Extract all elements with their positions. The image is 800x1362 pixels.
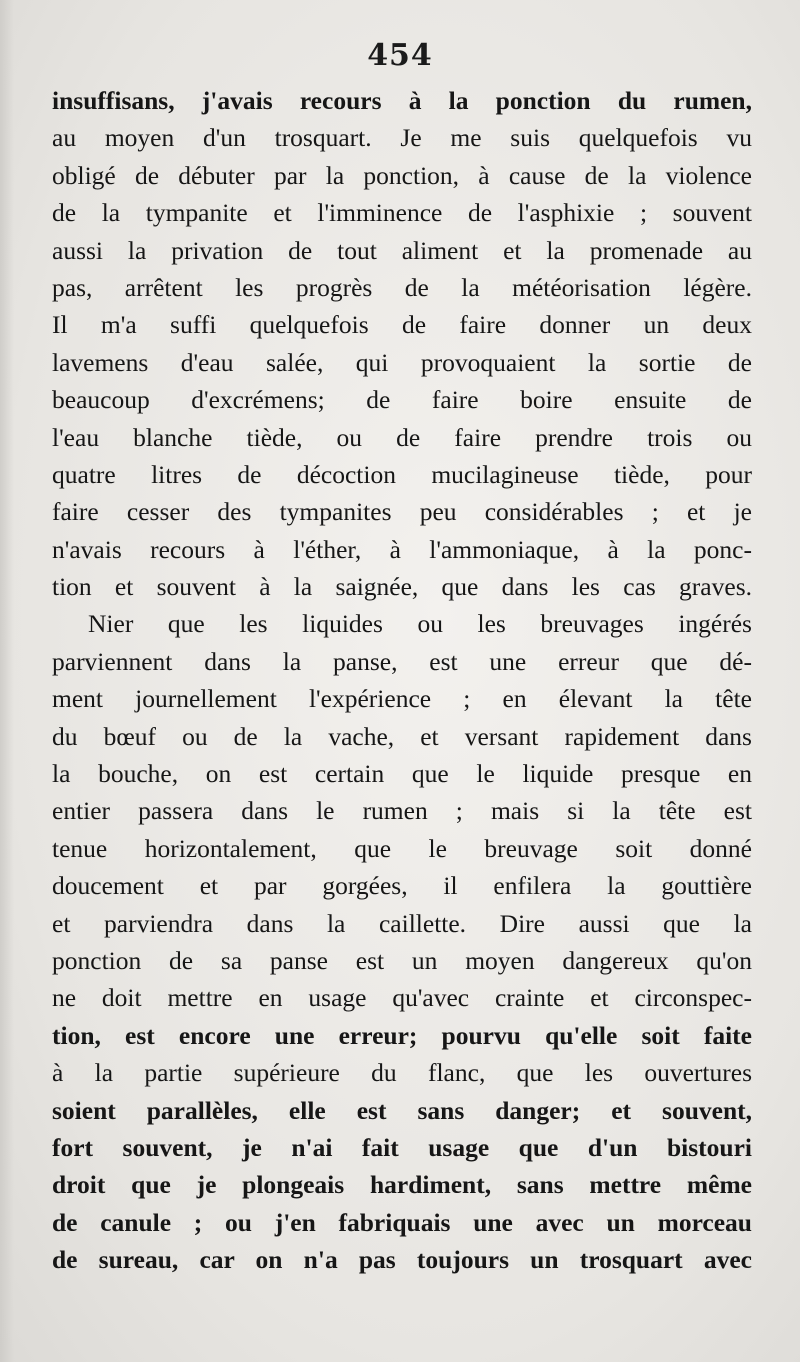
body-text (52, 82, 752, 1279)
text-line: à la partie supérieure du flanc, que les ouvertures (52, 1058, 752, 1088)
text-line: la bouche, on est certain que le liquide presque en (52, 759, 752, 789)
text-line: entier passera dans le rumen ; mais si la tête est (52, 796, 752, 826)
text-line: tion, est encore une erreur; pourvu qu'elle soit faite (52, 1020, 752, 1050)
text-line: de la tympanite et l'imminence de l'asphixie ; souvent (52, 198, 752, 228)
text-line: parviennent dans la panse, est une erreur que dé- (52, 646, 752, 676)
text-line: tion et souvent à la saignée, que dans les cas graves. (52, 572, 752, 602)
text-line: du bœuf ou de la vache, et versant rapidement dans (52, 721, 752, 751)
text-line: ponction de sa panse est un moyen dangereux qu'on (52, 945, 752, 975)
text-line: l'eau blanche tiède, ou de faire prendre trois ou (52, 422, 752, 452)
text-line: de canule ; ou j'en fabriquais une avec un morceau (52, 1207, 752, 1237)
text-line: au moyen d'un trosquart. Je me suis quelquefois vu (52, 123, 752, 153)
text-line: faire cesser des tympanites peu considérables ; et je (52, 497, 752, 527)
text-line: n'avais recours à l'éther, à l'ammoniaque, à la ponc- (52, 534, 752, 564)
text-line: lavemens d'eau salée, qui provoquaient la sortie de (52, 347, 752, 377)
text-line: ment journellement l'expérience ; en élevant la tête (52, 684, 752, 714)
text-line: Nier que les liquides ou les breuvages ingérés (88, 609, 752, 639)
text-line: Il m'a suffi quelquefois de faire donner un deux (52, 310, 752, 340)
text-line: ne doit mettre en usage qu'avec crainte et circonspec- (52, 983, 752, 1013)
page-edge-shadow (0, 0, 14, 1362)
text-line: insuffisans, j'avais recours à la ponction du rumen, (52, 86, 752, 115)
text-line: droit que je plongeais hardiment, sans mettre même (52, 1170, 752, 1200)
text-line: quatre litres de décoction mucilagineuse tiède, pour (52, 459, 752, 489)
text-line: pas, arrêtent les progrès de la météorisation légère. (52, 272, 752, 302)
text-line: obligé de débuter par la ponction, à cause de la violence (52, 160, 752, 190)
text-line: et parviendra dans la caillette. Dire aussi que la (52, 908, 752, 938)
page-number: 454 (367, 38, 433, 73)
text-line: tenue horizontalement, que le breuvage soit donné (52, 833, 752, 863)
text-line: doucement et par gorgées, il enfilera la gouttière (52, 871, 752, 901)
text-line: de sureau, car on n'a pas toujours un trosquart avec (52, 1245, 752, 1275)
text-line: soient parallèles, elle est sans danger; et souvent, (52, 1095, 752, 1125)
text-line: fort souvent, je n'ai fait usage que d'un bistouri (52, 1132, 752, 1162)
text-line: aussi la privation de tout aliment et la promenade au (52, 235, 752, 265)
text-line: beaucoup d'excrémens; de faire boire ensuite de (52, 385, 752, 415)
